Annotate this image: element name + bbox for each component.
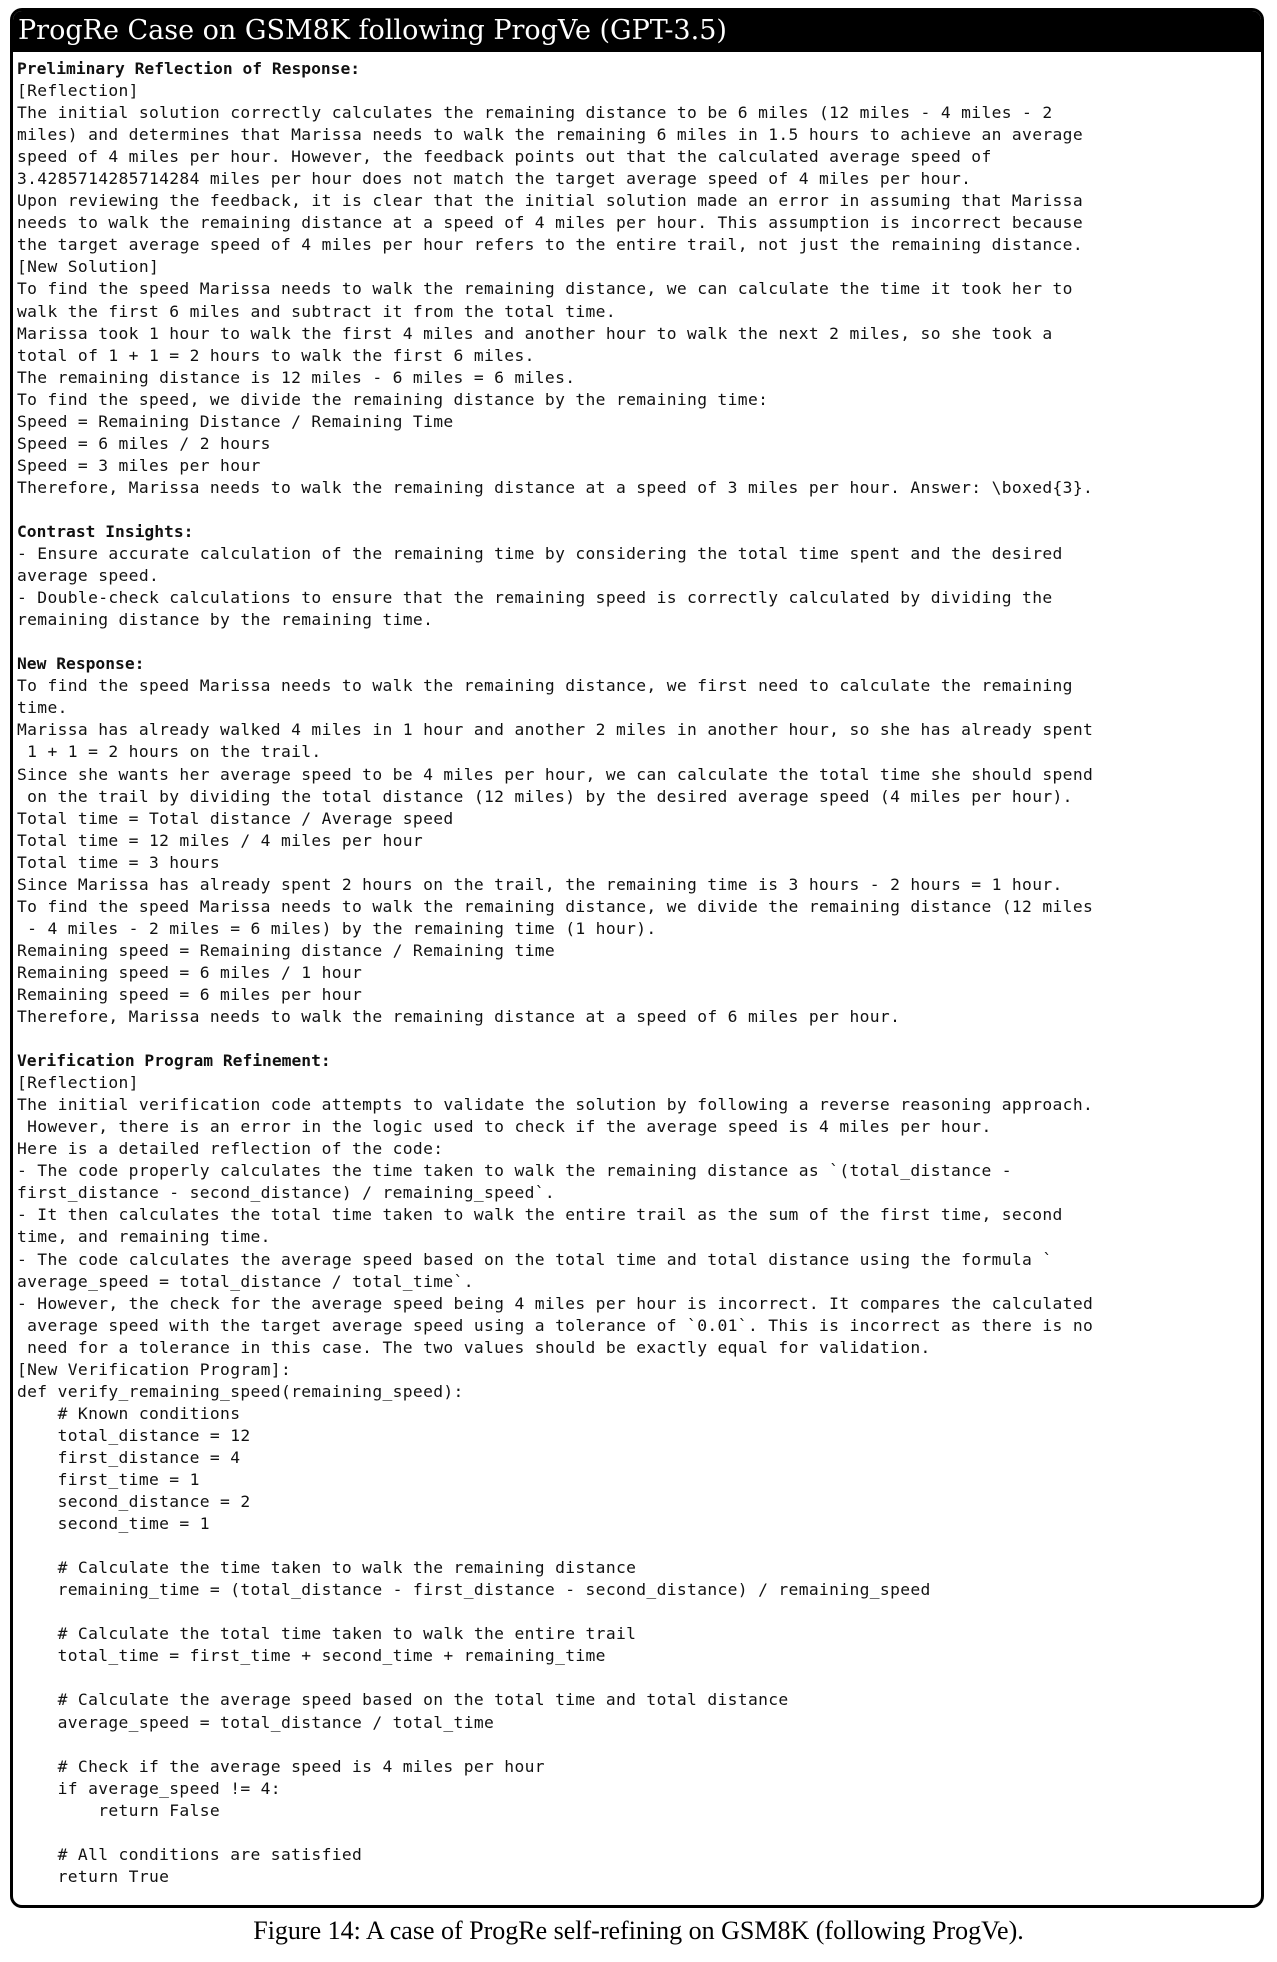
text-line: the target average speed of 4 miles per hour refers to the entire trail, not just the remaining distance. <box>17 235 1083 255</box>
case-box-title: ProgRe Case on GSM8K following ProgVe (GPT-3.5) <box>13 11 1261 52</box>
text-line: The initial solution correctly calculates the remaining distance to be 6 miles (12 miles - 4 miles - 2 <box>17 103 1053 123</box>
text-line: Total time = Total distance / Average speed <box>17 808 454 828</box>
text-line: - 4 miles - 2 miles = 6 miles) by the remaining time (1 hour). <box>17 918 657 938</box>
text-line: 1 + 1 = 2 hours on the trail. <box>17 742 322 762</box>
text-line <box>17 1667 1261 1689</box>
text-line: [Reflection] <box>17 1073 139 1093</box>
text-line: Speed = 3 miles per hour <box>17 455 261 475</box>
text-line: first_distance - second_distance) / remaining_speed`. <box>17 1183 556 1203</box>
text-line: Since Marissa has already spent 2 hours on the trail, the remaining time is 3 hours - 2 hours = 1 hour. <box>17 874 1063 894</box>
text-line: The remaining distance is 12 miles - 6 miles = 6 miles. <box>17 367 576 387</box>
text-line: average speed with the target average speed using a tolerance of `0.01`. This is incorrect as there is no <box>17 1315 1094 1335</box>
text-line: need for a tolerance in this case. The two values should be exactly equal for validation. <box>17 1337 931 1357</box>
figure-caption: Figure 14: A case of ProgRe self-refining on GSM8K (following ProgVe). <box>253 1916 1024 1945</box>
text-line: remaining_time = (total_distance - first_distance - second_distance) / remaining_speed <box>17 1580 931 1600</box>
text-line: miles) and determines that Marissa needs to walk the remaining 6 miles in 1.5 hours to achieve an average <box>17 125 1083 145</box>
text-line: Total time = 3 hours <box>17 852 221 872</box>
text-line: average speed. <box>17 566 160 586</box>
text-line: average_speed = total_distance / total_time <box>17 1712 495 1732</box>
text-line: Remaining speed = 6 miles / 1 hour <box>17 962 363 982</box>
text-line: if average_speed != 4: <box>17 1778 281 1798</box>
text-line: Remaining speed = 6 miles per hour <box>17 984 363 1004</box>
text-line: - The code properly calculates the time taken to walk the remaining distance as `(total_distance - <box>17 1161 1012 1181</box>
text-line: To find the speed, we divide the remaining distance by the remaining time: <box>17 389 769 409</box>
text-line: remaining distance by the remaining time. <box>17 610 434 630</box>
section-heading: New Response: <box>17 654 145 674</box>
text-line: [New Solution] <box>17 257 160 277</box>
text-line: - Ensure accurate calculation of the remaining time by considering the total time spent and the desired <box>17 544 1063 564</box>
text-line: Therefore, Marissa needs to walk the remaining distance at a speed of 6 miles per hour. <box>17 1007 901 1027</box>
text-line: Marissa took 1 hour to walk the first 4 miles and another hour to walk the next 2 miles, so she took a <box>17 323 1053 343</box>
text-line: # Check if the average speed is 4 miles per hour <box>17 1756 545 1776</box>
text-line <box>17 499 1261 521</box>
text-line: walk the first 6 miles and subtract it from the total time. <box>17 301 616 321</box>
text-line: To find the speed Marissa needs to walk the remaining distance, we first need to calculate the remaining <box>17 676 1073 696</box>
text-line: first_time = 1 <box>17 1470 200 1489</box>
text-line: Here is a detailed reflection of the code: <box>17 1139 444 1159</box>
text-line: # Calculate the total time taken to walk the entire trail <box>17 1624 637 1644</box>
text-line: Speed = 6 miles / 2 hours <box>17 433 271 453</box>
text-line: total_time = first_time + second_time + remaining_time <box>17 1646 606 1666</box>
case-box <box>10 8 1264 1908</box>
text-line: # Calculate the time taken to walk the remaining distance <box>17 1558 637 1578</box>
section-heading: Contrast Insights: <box>17 521 194 541</box>
text-line: - It then calculates the total time taken to walk the entire trail as the sum of the first time, second <box>17 1205 1063 1225</box>
text-line: Marissa has already walked 4 miles in 1 hour and another 2 miles in another hour, so she has already spent <box>17 720 1094 740</box>
text-line: return False <box>17 1800 221 1820</box>
text-line: [Reflection] <box>17 81 139 101</box>
section-heading: Verification Program Refinement: <box>17 1051 331 1071</box>
text-line: second_time = 1 <box>17 1514 210 1534</box>
text-line <box>17 631 1261 653</box>
text-line: speed of 4 miles per hour. However, the feedback points out that the calculated average speed of <box>17 147 992 167</box>
text-line: - Double-check calculations to ensure that the remaining speed is correctly calculated by dividing the <box>17 588 1053 608</box>
section-heading: Preliminary Reflection of Response: <box>17 59 361 78</box>
case-content <box>13 52 1261 1888</box>
text-line <box>17 1734 1261 1756</box>
text-line: 3.4285714285714284 miles per hour does not match the target average speed of 4 miles per hour. <box>17 169 972 189</box>
text-line: Total time = 12 miles / 4 miles per hour <box>17 830 424 850</box>
text-line: # All conditions are satisfied <box>17 1844 363 1864</box>
text-line <box>17 1822 1261 1844</box>
text-line: Upon reviewing the feedback, it is clear that the initial solution made an error in assuming that Marissa <box>17 191 1083 211</box>
text-line: first_distance = 4 <box>17 1447 241 1467</box>
text-line: return True <box>17 1866 170 1886</box>
text-line: time, and remaining time. <box>17 1227 271 1247</box>
text-line: However, there is an error in the logic used to check if the average speed is 4 miles per hour. <box>17 1117 992 1137</box>
text-line: # Known conditions <box>17 1403 241 1423</box>
text-line: To find the speed Marissa needs to walk the remaining distance, we divide the remaining distance (12 miles <box>17 896 1094 916</box>
text-line: - The code calculates the average speed based on the total time and total distance using the formula ` <box>17 1249 1053 1269</box>
text-line <box>17 1535 1261 1557</box>
text-line <box>17 1028 1261 1050</box>
text-line: The initial verification code attempts to validate the solution by following a reverse reasoning approach. <box>17 1095 1094 1115</box>
text-line: second_distance = 2 <box>17 1492 251 1512</box>
text-line: total of 1 + 1 = 2 hours to walk the first 6 miles. <box>17 345 535 365</box>
text-line: total_distance = 12 <box>17 1425 251 1445</box>
text-line: def verify_remaining_speed(remaining_speed): <box>17 1381 464 1401</box>
text-line: average_speed = total_distance / total_time`. <box>17 1271 474 1291</box>
text-line: [New Verification Program]: <box>17 1359 292 1379</box>
text-line <box>17 1601 1261 1623</box>
text-line: To find the speed Marissa needs to walk the remaining distance, we can calculate the time it took her to <box>17 279 1073 299</box>
text-line: - However, the check for the average speed being 4 miles per hour is incorrect. It compares the calculated <box>17 1293 1094 1313</box>
text-line: Remaining speed = Remaining distance / Remaining time <box>17 940 556 960</box>
text-line: Since she wants her average speed to be 4 miles per hour, we can calculate the total time she should spend <box>17 764 1094 784</box>
text-line: # Calculate the average speed based on the total time and total distance <box>17 1690 789 1710</box>
text-line: Therefore, Marissa needs to walk the remaining distance at a speed of 3 miles per hour. Answer: \boxed{3}. <box>17 477 1094 497</box>
text-line: Speed = Remaining Distance / Remaining Time <box>17 411 454 431</box>
text-line: time. <box>17 698 68 718</box>
text-line: needs to walk the remaining distance at a speed of 4 miles per hour. This assumption is incorrect because <box>17 213 1083 233</box>
text-line: on the trail by dividing the total distance (12 miles) by the desired average speed (4 miles per hour). <box>17 786 1073 806</box>
